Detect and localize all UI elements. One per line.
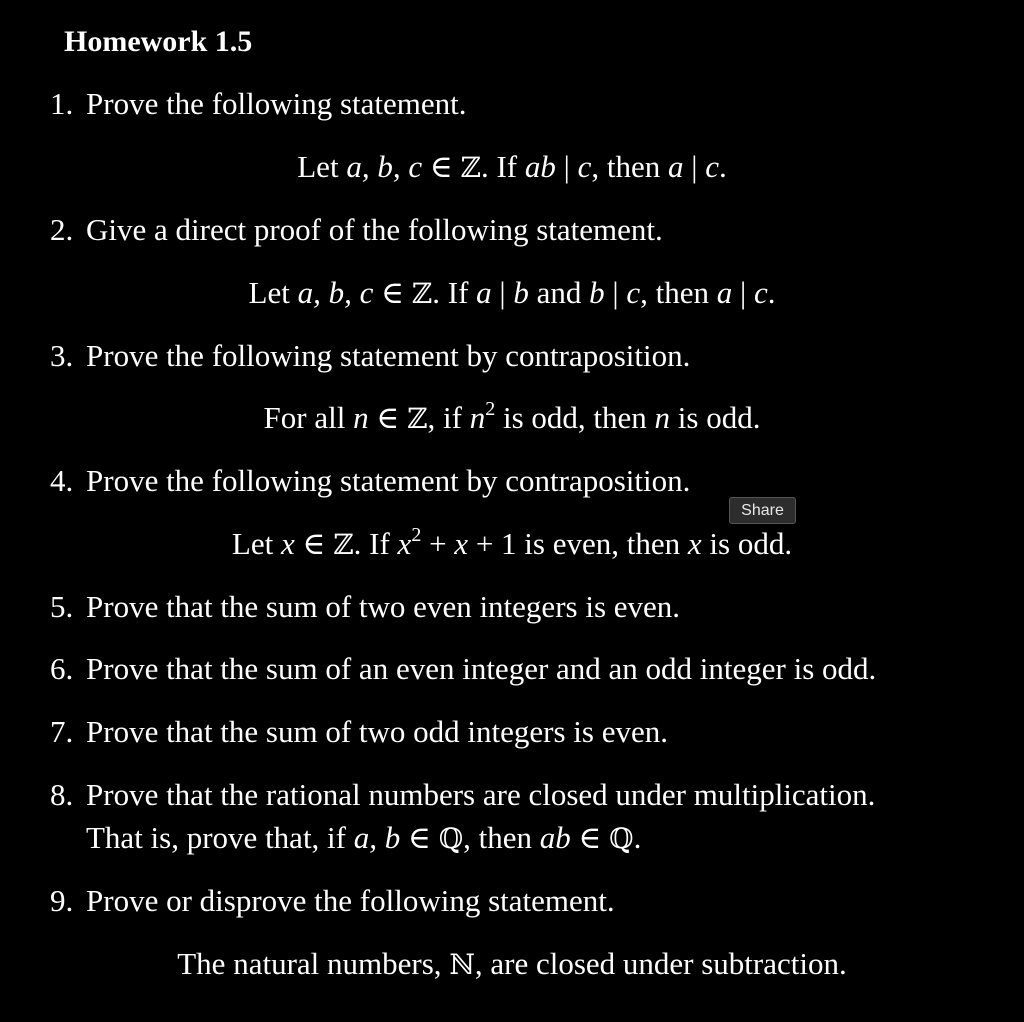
- problem-number: 7.: [50, 714, 74, 749]
- problem-9: [50, 881, 615, 921]
- text-fragment: . If: [353, 526, 398, 561]
- problem-5: [50, 587, 680, 627]
- problem-7: [50, 712, 668, 752]
- math-var: a, b, c: [346, 149, 423, 184]
- math-var: x: [687, 526, 702, 561]
- text-fragment: and: [528, 275, 590, 310]
- text-fragment: Let: [231, 526, 281, 561]
- math-op: |: [683, 149, 706, 184]
- problem-text: Give a direct proof of the following statement.: [86, 212, 663, 247]
- math-var: n: [469, 400, 486, 435]
- text-fragment: . If: [432, 275, 477, 310]
- problem-1: [50, 84, 467, 124]
- problem-number: 9.: [50, 883, 74, 918]
- share-button[interactable]: Share: [729, 497, 796, 524]
- text-fragment: .: [633, 820, 642, 855]
- math-var: c: [753, 275, 768, 310]
- math-var: b: [589, 275, 605, 310]
- math-op: ∈: [400, 820, 439, 855]
- math-var: a: [476, 275, 492, 310]
- math-op: + 1: [468, 526, 517, 561]
- math-var: b: [513, 275, 529, 310]
- math-var: x: [454, 526, 469, 561]
- text-fragment: is even, then: [516, 526, 688, 561]
- math-op: +: [421, 526, 455, 561]
- text-fragment: , then: [463, 820, 540, 855]
- math-var: c: [705, 149, 719, 184]
- text-fragment: is odd, then: [495, 400, 655, 435]
- problem-number: 3.: [50, 338, 74, 373]
- text-fragment: , then: [640, 275, 717, 310]
- text-fragment: Let: [297, 149, 347, 184]
- problem-number: 5.: [50, 589, 74, 624]
- set-symbol: ℤ: [460, 151, 481, 184]
- math-op: ∈: [570, 820, 610, 855]
- problem-text: Prove the following statement.: [86, 86, 467, 121]
- math-op: |: [604, 275, 627, 310]
- page-title: Homework 1.5: [64, 25, 253, 58]
- text-fragment: , are closed under subtraction.: [474, 946, 847, 981]
- text-fragment: is odd.: [701, 526, 793, 561]
- math-op: |: [491, 275, 514, 310]
- text-fragment: , then: [591, 149, 668, 184]
- text-fragment: .: [767, 275, 776, 310]
- set-symbol: ℤ: [333, 528, 354, 561]
- problem-number: 8.: [50, 777, 74, 812]
- text-fragment: For all: [263, 400, 354, 435]
- text-fragment: .: [718, 149, 727, 184]
- set-symbol: ℚ: [609, 822, 634, 855]
- problem-number: 6.: [50, 651, 74, 686]
- math-var: x: [397, 526, 412, 561]
- problem-8-continuation: [86, 818, 641, 859]
- math-var: c: [626, 275, 641, 310]
- text-fragment: Let: [248, 275, 298, 310]
- math-op: ∈: [368, 400, 408, 435]
- set-symbol: ℕ: [449, 948, 475, 981]
- problem-text: Prove that the sum of two odd integers is even.: [86, 714, 669, 749]
- problem-3-statement: [0, 398, 1024, 439]
- problem-number: 4.: [50, 463, 74, 498]
- math-var: a: [668, 149, 684, 184]
- exponent: 2: [485, 398, 496, 420]
- problem-4: [50, 461, 690, 501]
- set-symbol: ℚ: [438, 822, 464, 855]
- problem-4-statement: [0, 524, 1024, 565]
- text-fragment: . If: [480, 149, 525, 184]
- problem-text: Prove the following statement by contraposition.: [86, 338, 691, 373]
- math-var: n: [654, 400, 671, 435]
- math-var: ab: [539, 820, 571, 855]
- math-op: |: [732, 275, 754, 310]
- math-var: c: [577, 149, 592, 184]
- set-symbol: ℤ: [407, 402, 428, 435]
- problem-number: 1.: [50, 86, 74, 121]
- problem-text: Prove that the sum of an even integer and an odd integer is odd.: [86, 651, 877, 686]
- problem-text: Prove the following statement by contraposition.: [86, 463, 691, 498]
- math-op: ∈: [422, 149, 461, 184]
- text-fragment: That is, prove that, if: [86, 820, 354, 855]
- math-var: x: [280, 526, 295, 561]
- math-var: a, b, c: [297, 275, 374, 310]
- problem-text: Prove that the sum of two even integers is even.: [86, 589, 681, 624]
- math-op: ∈: [294, 526, 334, 561]
- math-var: a, b: [353, 820, 401, 855]
- text-fragment: The natural numbers,: [177, 946, 450, 981]
- math-op: |: [555, 149, 578, 184]
- problem-2-statement: [0, 273, 1024, 314]
- set-symbol: ℤ: [411, 277, 433, 310]
- problem-text: Prove or disprove the following statement.: [86, 883, 615, 918]
- problem-2: [50, 210, 663, 250]
- math-op: ∈: [373, 275, 412, 310]
- problem-6: [50, 649, 876, 689]
- problem-1-statement: [0, 147, 1024, 188]
- problem-3: [50, 336, 690, 376]
- math-var: ab: [524, 149, 556, 184]
- text-fragment: , if: [427, 400, 470, 435]
- problem-number: 2.: [50, 212, 74, 247]
- text-fragment: is odd.: [670, 400, 761, 435]
- math-var: n: [353, 400, 369, 435]
- problem-9-statement: [0, 944, 1024, 985]
- exponent: 2: [411, 524, 422, 546]
- problem-text: Prove that the rational numbers are closed under multiplication.: [86, 777, 876, 812]
- math-var: a: [716, 275, 733, 310]
- problem-8: [50, 775, 875, 815]
